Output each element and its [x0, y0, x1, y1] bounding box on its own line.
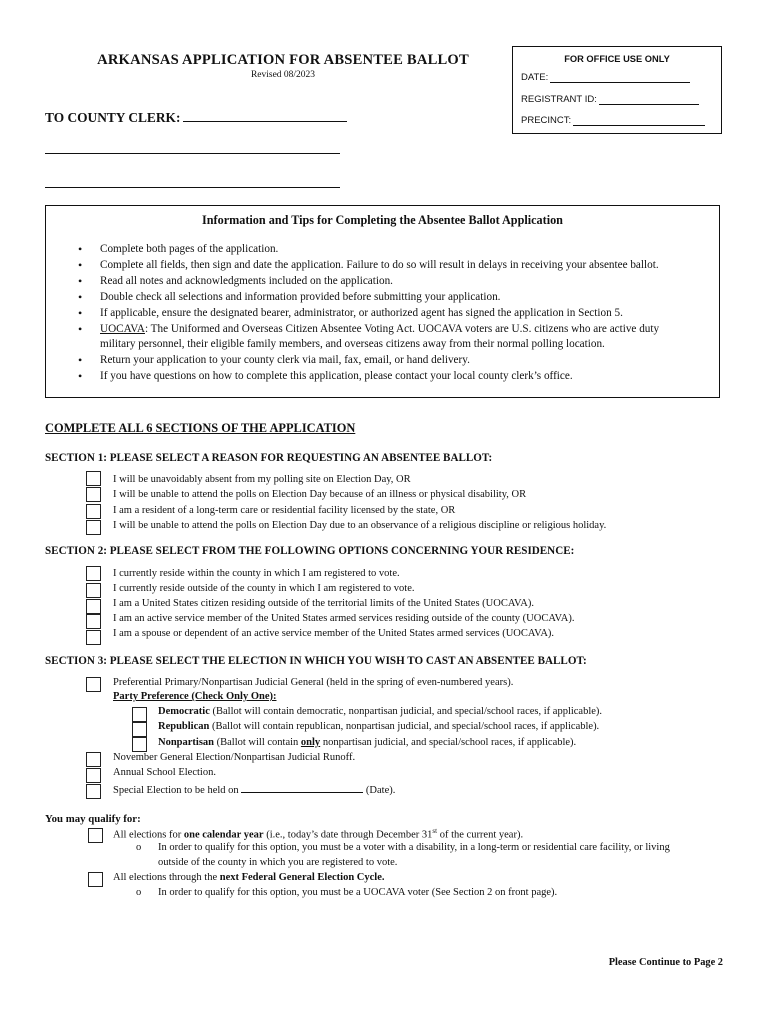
calendar-year-checkbox[interactable] [88, 828, 103, 843]
tip-item: • Read all notes and acknowledgments included on the application. [100, 274, 659, 290]
special-election-label [113, 782, 395, 796]
calendar-year-note-2: outside of the county in which you are registered to vote. [158, 857, 398, 868]
revision-date: Revised 08/2023 [250, 70, 316, 80]
nonpartisan-desc-b: nonpartisan judicial, and special/school races, if applicable). [320, 737, 577, 748]
section1-checkbox-2[interactable] [86, 487, 101, 502]
section1-checkbox-4[interactable] [86, 520, 101, 535]
info-tips-box [45, 205, 720, 398]
calendar-year-option [113, 827, 523, 841]
sub-bullet: o [136, 887, 142, 898]
county-clerk-label [45, 108, 347, 126]
section1-heading: SECTION 1: PLEASE SELECT A REASON FOR REQUESTING AN ABSENTEE BALLOT: [45, 452, 493, 464]
party-preference-label: Party Preference (Check Only One): [113, 691, 277, 702]
section2-heading: SECTION 2: PLEASE SELECT FROM THE FOLLOWING OPTIONS CONCERNING YOUR RESIDENCE: [45, 545, 575, 557]
democratic-option [158, 706, 602, 717]
uocava-definition-1: : The Uniformed and Overseas Citizen Absentee Voting Act. UOCAVA voters are U.S. citizens who are active duty [144, 322, 660, 335]
office-registrant-row [521, 94, 699, 105]
calendar-year-sup: st [432, 827, 438, 835]
tip-item-uocava [100, 322, 659, 354]
info-tips-title: Information and Tips for Completing the Absentee Ballot Application [202, 213, 563, 227]
federal-cycle-text: All elections through the [113, 872, 220, 883]
republican-label: Republican [158, 721, 210, 732]
republican-option [158, 721, 599, 732]
november-election-label: November General Election/Nonpartisan Judicial Runoff. [113, 752, 356, 763]
uocava-term: UOCAVA [100, 322, 145, 335]
office-precinct-label: PRECINCT: [521, 115, 572, 126]
continue-note: Please Continue to Page 2 [608, 957, 723, 968]
complete-all-heading: COMPLETE ALL 6 SECTIONS OF THE APPLICATION [45, 421, 356, 435]
county-clerk-text: TO COUNTY CLERK: [45, 110, 181, 125]
calendar-year-bold: one calendar year [183, 829, 264, 841]
section2-checkbox-5[interactable] [86, 630, 101, 645]
clerk-address-line-2[interactable] [45, 187, 340, 188]
tip-item: • Double check all selections and information provided before submitting your application. [100, 290, 659, 306]
section2-checkbox-3[interactable] [86, 599, 101, 614]
tip-item: • If you have questions on how to complete this application, please contact your local county clerk’s office. [100, 369, 659, 385]
office-precinct-row [521, 115, 705, 126]
section2-option-5: I am a spouse or dependent of an active service member of the United States armed services (UOCAVA). [113, 628, 555, 639]
tip-item: • Return your application to your county clerk via mail, fax, email, or hand delivery. [100, 353, 659, 369]
section1-checkbox-1[interactable] [86, 471, 101, 486]
info-tips-list [46, 242, 659, 385]
section3-heading: SECTION 3: PLEASE SELECT THE ELECTION IN WHICH YOU WISH TO CAST AN ABSENTEE BALLOT: [45, 655, 587, 667]
clerk-address-line-1[interactable] [45, 153, 340, 154]
tip-item: • Complete all fields, then sign and date the application. Failure to do so will result in delays in receiving your absentee ballot. [100, 258, 659, 274]
section1-option-4: I will be unable to attend the polls on Election Day due to an observance of a religious discipline or religious holiday. [113, 520, 607, 531]
republican-desc: (Ballot will contain republican, nonpartisan judicial, and special/school races, if applicable). [209, 721, 600, 732]
primary-election-label: Preferential Primary/Nonpartisan Judicial General (held in the spring of even-numbered years). [113, 677, 514, 688]
democratic-checkbox[interactable] [132, 707, 147, 722]
special-election-text: Special Election to be held on [113, 785, 242, 796]
form-title: ARKANSAS APPLICATION FOR ABSENTEE BALLOT [97, 52, 469, 68]
section1-option-3: I am a resident of a long-term care or residential facility licensed by the state, OR [113, 505, 456, 516]
uocava-definition-2: military personnel, their eligible family members, and overseas citizens away from their normal polling location. [100, 338, 605, 351]
special-election-date-suffix: (Date). [363, 785, 396, 796]
office-registrant-label: REGISTRANT ID: [521, 94, 597, 105]
office-date-label: DATE: [521, 72, 549, 83]
section2-checkbox-4[interactable] [86, 614, 101, 629]
federal-cycle-option [113, 872, 384, 883]
nonpartisan-option [158, 737, 576, 748]
tip-item: • Complete both pages of the application. [100, 242, 659, 258]
section2-checkbox-1[interactable] [86, 566, 101, 581]
school-election-label: Annual School Election. [113, 767, 216, 778]
section2-option-1: I currently reside within the county in which I am registered to vote. [113, 568, 400, 579]
office-use-box [512, 46, 722, 134]
nonpartisan-only: only [300, 737, 321, 748]
section1-option-1: I will be unavoidably absent from my polling site on Election Day, OR [113, 474, 411, 485]
federal-cycle-note: In order to qualify for this option, you must be a UOCAVA voter (See Section 2 on front page). [158, 887, 558, 898]
section2-option-4: I am an active service member of the United States armed services residing outside of the county (UOCAVA). [113, 613, 575, 624]
section2-checkbox-2[interactable] [86, 583, 101, 598]
nonpartisan-desc-a: (Ballot will contain [214, 737, 301, 748]
office-precinct-field[interactable] [573, 115, 705, 126]
democratic-desc: (Ballot will contain democratic, nonpartisan judicial, and special/school races, if applicable). [209, 706, 603, 717]
sub-bullet: o [136, 842, 142, 853]
tip-item: • If applicable, ensure the designated bearer, administrator, or authorized agent has signed the application in Section 5. [100, 306, 659, 322]
calendar-year-text-c: of the current year). [437, 829, 524, 841]
special-election-date-field[interactable] [241, 782, 363, 793]
section2-option-2: I currently reside outside of the county in which I am registered to vote. [113, 583, 415, 594]
democratic-label: Democratic [158, 706, 210, 717]
republican-checkbox[interactable] [132, 722, 147, 737]
federal-cycle-bold: next Federal General Election Cycle. [219, 872, 385, 883]
qualify-heading: You may qualify for: [45, 813, 141, 825]
office-registrant-field[interactable] [599, 94, 699, 105]
section1-checkbox-3[interactable] [86, 504, 101, 519]
office-use-title: FOR OFFICE USE ONLY [564, 54, 670, 64]
nonpartisan-checkbox[interactable] [132, 737, 147, 752]
calendar-year-text-a: All elections for [113, 829, 184, 841]
nonpartisan-label: Nonpartisan [158, 737, 215, 748]
federal-cycle-checkbox[interactable] [88, 872, 103, 887]
primary-election-checkbox[interactable] [86, 677, 101, 692]
office-date-field[interactable] [550, 72, 690, 83]
section2-option-3: I am a United States citizen residing outside of the territorial limits of the United States (UOCAVA). [113, 598, 534, 609]
office-date-row [521, 72, 690, 83]
calendar-year-note-1: In order to qualify for this option, you must be a voter with a disability, in a long-term or residential care facility, or living [158, 842, 670, 853]
november-election-checkbox[interactable] [86, 752, 101, 767]
calendar-year-text-b: (i.e., today’s date through December 31 [263, 829, 433, 841]
section1-option-2: I will be unable to attend the polls on Election Day because of an illness or physical disability, OR [113, 489, 527, 500]
school-election-checkbox[interactable] [86, 768, 101, 783]
county-clerk-field[interactable] [183, 108, 347, 122]
special-election-checkbox[interactable] [86, 784, 101, 799]
